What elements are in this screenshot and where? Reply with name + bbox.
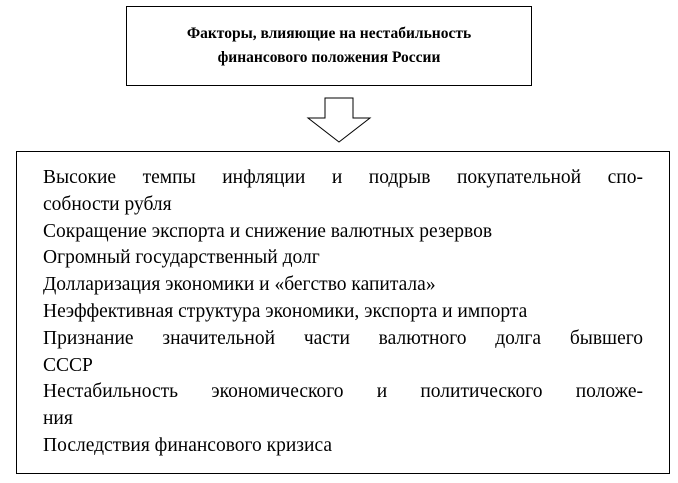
factor-item-ussr-debt-line-1: Признание значительной части валютного долга бывшего <box>43 327 643 349</box>
factors-list <box>43 165 643 460</box>
factor-item-inflation-line-1: Высокие темпы инфляции и подрыв покупательной спо- <box>43 167 643 188</box>
factors-box <box>16 151 670 474</box>
factor-item-ussr-debt-line-2: СССР <box>43 354 93 376</box>
factor-item-instability-line-2: ния <box>43 408 73 430</box>
factor-item-state-debt: Огромный государственный долг <box>43 247 320 269</box>
diagram-title <box>131 22 527 70</box>
factor-item-inflation-line-2: собности рубля <box>43 193 172 215</box>
factor-item-ineffective-structure: Неэффективная структура экономики, экспорта и импорта <box>43 300 528 322</box>
factor-item-export-reduction: Сокращение экспорта и снижение валютных резервов <box>43 220 493 242</box>
title-box <box>126 6 532 86</box>
factor-item-dollarization: Долларизация экономики и «бегство капитала» <box>43 274 436 296</box>
title-line-2: финансового положения России <box>217 49 441 66</box>
title-line-1: Факторы, влияющие на нестабильность <box>186 25 472 42</box>
down-arrow-icon <box>306 97 372 143</box>
factor-item-instability-line-1: Нестабильность экономического и политического положе- <box>43 381 643 403</box>
factor-item-crisis-consequences: Последствия финансового кризиса <box>43 434 332 456</box>
